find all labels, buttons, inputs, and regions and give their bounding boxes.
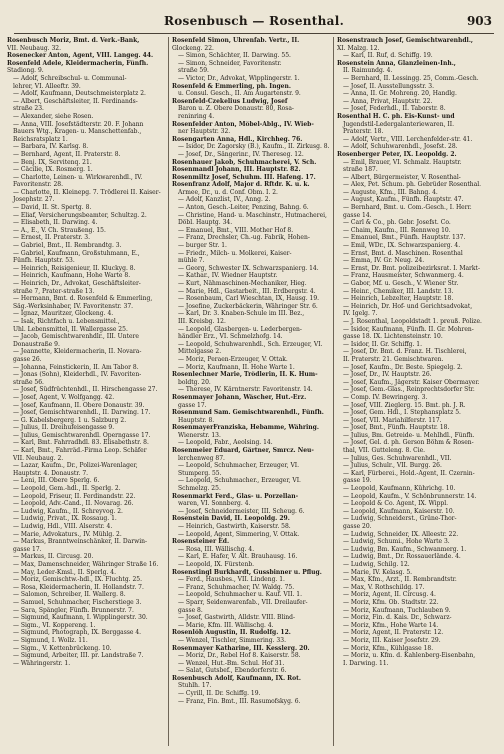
directory-entry: — Anton, Gesch.-Leiter, Penzing, Bahng. 6. [178,204,309,212]
directory-entry: — Kathar., IV. Wiedner Hauptstr. [178,272,278,280]
directory-entry: — Charlotte, II. Kleinepg. 7. Trödlerei II. Kaiser- [13,188,161,196]
directory-entry: — Bernhard, Agent, II. Praterstr. 8. [13,150,121,158]
directory-entry: — Isak, Richtfach u. Lebensmittel., [13,317,120,325]
directory-entry: — Heinrich, Gastwirth, Kaiserstr. 58. [178,523,291,530]
directory-entry: — Wenzel, Tischler, Simmering. 33. [178,636,286,644]
directory-entry: — Ludwig, Bmt., Dr. Rossauerlände. 4. [343,553,461,561]
directory-surname-entry: Rosengarten Anna, Hdl., Kirchheg. 76. [172,135,303,143]
directory-entry: — Alex, Pet. Schum. ph. Gebrüder Rosenthal. [343,181,482,189]
directory-entry: lehrer, VI. Alleeftr. 39. [13,82,81,90]
directory-entry: Schmelzg. 25. [178,485,221,493]
directory-entry: — Benj. IX, Servitenq. 21. [13,158,92,166]
directory-entry: — Eliaf, Versicherungsbeamter, Schultzg. 2. [13,211,147,219]
directory-entry: — Ignaz, Mauritzer, Glockeng. 4. [13,310,114,318]
directory-entry: — Albert, Bürgermeister, V. Rosenthal- [343,173,461,181]
directory-entry: — Comp. IV. Bewringerg. 3. [343,393,428,401]
directory-entry: — Ludwig, Kaufm., II. Schreyvog. 2. [13,507,123,515]
directory-entry: — Ludwig, Hdl., VIII. Alserstr. 4. [13,523,113,530]
directory-entry: — Isidor, II. Gr. Schiffg. 1. [343,340,423,348]
directory-entry: — August, Kaufm., Fünfh. Hauptstr. 47. [343,196,464,204]
directory-entry: — Anna, II. Gr. Mohreng. 20, Handlg. [343,90,457,98]
directory-entry: — G. Kabelsbergerg. 1 u. Salzburg 2. [13,416,127,424]
directory-entry: — Julius, II. Dreihufeisengasse 9. [13,424,115,432]
directory-entry: — Gabriel, Bmt., II. Rembrandtg. 3. [13,242,122,250]
directory-entry: — Samuel, Schuhmacher, Fischerstiege 3. [13,598,142,606]
directory-entry: Baron u. Z. Obere Donaustr. 80, Rosa- [178,105,294,113]
directory-entry: — Karl, Bmt., Fahrräd.-Firma Leop. Schäfer [13,447,147,455]
directory-entry: — Leopold, Adv.-Cand., II. Novarag. 26. [13,500,134,508]
directory-entry: — Isidor, Dr. Zagorsky (B.), Kaufm., II. Zirkusg. 8. [178,143,330,151]
directory-columns [4,37,498,746]
directory-entry: Josephstr. 27. [13,196,55,204]
directory-entry: reninring 4. [178,112,215,120]
directory-entry: — Moriz, u. Kfm. d. Kahlenberg-Eisenbahn, [343,652,476,660]
directory-column-2 [168,37,333,746]
directory-surname-entry: Rosensteiner Ed. [172,538,230,546]
directory-entry: — Marie, Hdl., Gastarbeit., III. Erdbergstr. 4. [178,287,316,295]
directory-entry: — Jacob, Gemischtwarenhdlr., III. Untere [13,333,139,341]
directory-surname-entry: Rosenbusch Moriz, Bmt. d. Verk.-Bank, [7,37,140,44]
directory-entry: — Emil, Brauer, VI. Schmalz. Hauptstr. [343,158,462,166]
directory-entry: — Leopold, Kaufmann, Kaiserstr. 10. [343,507,455,515]
directory-entry: — Moriz, Agent, II. Circusg. 4. [343,591,436,599]
directory-entry: — Heinrich, Reisigenieur, II. Kluckyg. 8. [13,264,136,272]
directory-surname-entry: Rosenthal H. C. ph. Eis-Kunst- und [337,112,455,120]
directory-entry: — Moriz, Kfm., Kühlgasse 18. [343,644,434,652]
directory-entry: — Josef, II. Ausstellungsstr. 3. [343,82,434,90]
directory-column-3 [333,37,498,746]
directory-entry: — Charlotte, Leinen- u. Wirkwarenhdl., IV. [13,173,143,181]
directory-entry: gasse 19. [343,477,372,485]
directory-entry: — Anna, VIII. Josefstädterstr. 20. F. Johann [13,120,144,128]
directory-entry: — Rosa, III. Wällischg. 4. [178,545,255,553]
directory-entry: — Wenzel, Hut.-Bm. Schul. Hof 31. [178,659,285,667]
directory-entry: — Heinrich, Lebzelter, Hauptstr. 18. [343,295,454,303]
directory-surname-entry: Rosenstingl Burkhardt, Gussbinner u. Pflug. [172,568,322,576]
directory-entry: — Josef, Federhdl., II. Taborstr. 8. [343,105,446,113]
directory-entry: — Adolf, Kaufmann, Deutschmeisterplatz 2. [13,90,146,98]
directory-entry: IV. Igelg. 7. [343,310,378,318]
directory-entry: Uhl. Lebensmittel, II. Wallergasse 25. [13,325,128,333]
directory-entry: — Josef, Gemischtwarenhdl., II. Darwing. 17. [13,409,151,417]
directory-surname-entry: RosenmayerFranziska, Hebamme, Währing. [172,424,319,432]
directory-entry: — Julius, Schulr., VII. Burgg. 26. [343,462,442,470]
directory-entry: — Simon, Schneider, Favoritenstr. [178,59,282,67]
directory-entry: — Simon, Schächter, II. Darwing. 55. [178,52,291,60]
directory-entry: Säg.-Werksinhaber, IV. Favoritenstr. 37. [13,302,134,310]
directory-entry: — Cyrill, II. Dr. Schiffg. 19. [178,690,261,698]
directory-entry: — Josef, Gel. d. ph. Gerson Böhm & Rosen- [343,439,474,447]
directory-entry: gasse 8. [178,606,203,614]
directory-entry: — Ernst, Dr. Bmt. polizeibezirksrat. I. Markt- [343,264,480,272]
directory-entry: — Heinrich, Dr., Advokat, Geschäftsleiter- [13,280,141,287]
directory-entry: Mittelgasse 2. [178,348,222,356]
directory-entry: — Carl & Co., ph. Gebr. Josefst. Co. [343,219,451,227]
directory-entry: — Gabriel, Kaufmann, Großstuhmann, E., [13,249,140,257]
directory-entry: — Elisabeth, II. Darwing. 4. [13,219,98,227]
directory-entry: — Leopold, Agent, Simmering, V. Ottak. [178,530,300,538]
directory-entry: — Alexander, siehe Rosen. [13,112,94,120]
directory-entry: — Julius, Gemischtwarenhdl. Operngasse 17. [13,431,151,439]
directory-entry: — Josef, Südfrüchtenhdl., II. Hirschengasse 27. [13,386,158,394]
directory-entry: — Josef, Dr., IV. Hauptstr. 26. [343,371,432,379]
directory-surname-entry: Rosenfelder Anton, Möbel-Ablg., IV. Wieb- [172,120,314,128]
directory-surname-entry: Rosenfeld Simon, Uhrenfab. Vertr., II. [172,37,300,44]
directory-entry: straße 56. [13,378,44,386]
directory-entry: — Moriz, Kfm. Ob. Stadtstr. 22. [343,598,439,606]
directory-entry: — Leopold, Fabr., Aeolsing. 14. [178,439,273,447]
directory-surname-entry: Rosenmayer Katharine, III. Kesslerg. 20. [172,644,310,652]
directory-surname-entry: Rosenmund Sam. Gemischtwarenhdl., Fünfh. [172,409,324,417]
directory-entry: — Adolf, Vertr., VIII. Lerchenfelder-str. 41. [343,135,473,143]
directory-entry: gasse 20. [343,523,372,530]
directory-surname-entry: Rosenstein David, II. Leopoldg. 29. [172,515,290,523]
directory-entry: — Marie, Advokaturs., IV. Mühlg. 2. [13,530,122,538]
directory-entry: — Adolf, Kanzlist, IV., Anng. 2. [178,196,271,204]
directory-entry: gasse 14. [343,211,372,219]
directory-entry: — Moriz, Fin. d. Kais. Dr., Schwarz- [343,614,452,622]
directory-entry: Hauptstr. 4. Donaustr. 7. [13,469,89,477]
directory-entry: — Markus, II. Circusg. 20. [13,553,94,561]
directory-entry: — Ludwig, Privat., IX. Rossaug. 1. [13,515,117,523]
directory-entry: — Barbara, IV. Karlsg. 8. [13,143,89,151]
directory-surname-entry: Rosenfeld & Emmerling, ph. Ingen. [172,82,291,90]
directory-entry: — Karl, Dr. 3. Knaben-Schule im III. Bez., [178,310,305,318]
directory-entry: — Cäcilie, IX. Rosmerg. 1. [13,166,93,174]
directory-entry: — A., E., V. Ch. Straußeng. 15. [13,226,106,234]
directory-entry: — Ludwig, Schumi., Hohe Warte 3. [343,538,450,546]
directory-entry: gasse 17. [13,545,42,553]
directory-entry: — Sigmund, I. Wollz. 11. [13,636,88,644]
directory-entry: — Chaim, Kaufm., III. Rennweg 10. [343,226,451,234]
directory-entry: straße 59. [178,67,209,75]
directory-surname-entry: Rosenlöh Augustin, II. Rudolfg. 12. [172,629,291,637]
directory-surname-entry: Rosenmiltz Josef, Schuhm. III. Hafeng. 17. [172,173,316,181]
directory-entry: Glockeng. 22. [172,44,214,52]
page-header [14,14,494,30]
directory-entry: — Adolf, Schuhwarenhdl., Josefst. 28. [343,143,458,151]
directory-surname-entry: Rosenstein Anna, Glanzleinen-Inh., [337,59,456,67]
directory-entry: — Max, V. Rothschildg. 17. [343,583,425,591]
directory-entry: — Josef, Gem.-Glas., Reinprechtsdorfer Str. [343,386,475,394]
directory-entry: — Max, Kfm., Arzt., II. Rembrandtstr. [343,576,457,584]
directory-entry: Wienerstr. 13. [178,431,221,439]
directory-entry: — Leopold, Gem.-hdl., II. Sperlg. 2. [13,485,121,493]
directory-entry: — Josef, Gem. Hdl., I. Stephansplatz 5. [343,409,461,417]
directory-entry: Stuhlh. 17. [178,682,212,690]
directory-entry: — Leopold, IX. Fürstenb. [178,560,255,568]
directory-entry: — Anna, Privat, Hauptstr. 22. [343,97,433,105]
directory-entry: — Sigmund, Photograph, IX. Berggasse 4. [13,629,142,637]
directory-entry: Stadiong. 9. [7,67,44,75]
directory-entry: gasse 18. IX. Lichtensteinstr. 10. [343,333,443,341]
directory-entry: waren, VI. Sonnberg. 4. [178,500,251,508]
directory-entry: — Leopold, Schuhwarenhdl., Sch. Erzeuger, VI. [178,340,323,348]
header-rule [14,33,494,34]
directory-entry: — Josef, VIII. Zieglerg. 15. Bmt. ph. J. R. [343,401,466,409]
directory-entry: — Josef, Schneidermeister, III. Scheug. 6. [178,507,305,515]
directory-entry: — Sigm., VI. Koppereng. 1. [13,621,96,629]
page-title: Rosenbusch — Rosenthal. [163,14,345,28]
directory-entry: — Marie, Kfm. III. Wällischg. 4. [178,621,274,629]
directory-entry: — Franz, Drechsler, Ch.-ug. Fabrik, Hohen- [178,234,310,242]
directory-entry: Döbl. Hauptg. 34. [178,219,233,227]
directory-entry: — Ludwig, Schneiderst., Grüne-Thor- [343,515,457,523]
directory-entry: — Währingerstr. 1. [13,659,71,667]
directory-entry: Fünfh. Hauptstr. 53. [13,257,75,265]
directory-entry: — Leni, III. Obere Sperlg. 6. [13,477,100,485]
directory-entry: — May, Leder-Kmsl., II. Sperlg. 4. [13,568,116,576]
directory-entry: — Leopold, Kaufmann, Kührichg. 10. [343,485,456,493]
directory-entry: II. Praterstr. 21. Gemischtwaren. [343,355,444,363]
directory-entry: mühle 7. [178,257,205,265]
directory-entry: — Karl, II. Ruf, d. Schiffg. 19. [343,52,433,60]
directory-entry: — Karl, Fürberei., Hold.-Agent, II. Czernin- [343,469,475,477]
directory-column-1 [4,37,168,746]
directory-entry: — Josef, VII. Mariahilferstr. 117. [343,416,442,424]
directory-entry: Hauptstr. 8. [178,416,215,424]
directory-entry: Armee, Dr., u. d. Conf. Obm. I. 2. [178,188,278,196]
directory-entry: — Moriz, Kaufmann, Tuchlauben 9. [343,606,451,614]
directory-entry: — Emanuel, Bmt., Fünfh. Hauptstr. 137. [343,234,466,242]
directory-entry: — Moriz, Agent, II. Praterstr. 12. [343,629,444,637]
directory-entry: — Auguste, Kfm., III. Bahng. 4. [343,188,438,196]
directory-entry: Favoritenstr. 28. [13,181,64,189]
directory-entry: — Leopold, Schuhmacher, Erzeuger, VI. [178,462,300,470]
directory-entry: ner Hauptstr. 32. [178,128,231,136]
directory-surname-entry: Rosenmayer Johann, Wäscher, Hut.-Erz. [172,393,307,401]
directory-entry: gasse 17. [178,401,207,409]
directory-surname-entry: Rosenstrauch Josef, Gemischtwarenhdl., [337,37,474,44]
directory-entry: boldtg. 20. [178,378,211,386]
directory-entry: — Sigmund, Kaufmann, I. Wipplingerstr. 30. [13,614,148,622]
directory-entry: — Ludwig, Schilg. 12. [343,560,410,568]
directory-entry: — Kurt, Nähmaschinen-Mechaniker, Hieg. [178,280,307,287]
directory-entry: — Josefine, Zuckerbäckerin, Währinger Str. 6. [178,302,318,310]
directory-entry: — Moriz, Kfm., Hohe Warte 14. [343,621,439,629]
directory-entry: — Heinrich, Dr. Hof- und Gerichtsadvokat, [343,302,473,310]
directory-entry: — Marie, IV. Kelasg. 5. [343,568,413,576]
directory-entry: — Leopold, Kaufm., V. Schönbrunnerstr. 14. [343,492,477,500]
directory-entry: — burger Str. 1. [178,242,227,250]
directory-entry: XI. Malzg. 12. [337,44,380,52]
directory-entry: — Leopold, Schuhmacher., Erzeuger, VI. [178,477,301,485]
directory-surname-entry: Rosenecker Anton, Agent, VIII. Langeg. 44. [7,52,154,60]
directory-entry: — Sara, Spängler, Fünfh. Brunnerstr. 7. [13,606,134,614]
directory-entry: — Moriz, Kaufmann, II. Hohe Warte 1. [178,363,295,371]
directory-entry: — Josef, Kaufm., Dr. Beste. Spiegelg. 2. [343,363,463,371]
directory-entry: u. Consul. Gesch., II. Am Augartenstr. 9. [178,90,301,98]
directory-entry: — Josef, Dr., Sängerinr., IV. Thereseg. 12. [178,150,304,158]
directory-entry: — Markus, Branntweinschänker, II. Darwin- [13,538,148,546]
directory-entry: III. Kreisbg. 12. [178,317,226,325]
directory-entry: — Moriz, III. Kaiser Josefstr. 29. [343,636,441,644]
directory-entry: I. Darwing. 11. [343,659,389,667]
directory-entry: — Jonas (Sohn), Kleiderhdl., IV. Favoriten- [13,371,142,379]
directory-entry: — Ernst, Bmt. d. Maschinen. Rosenthal [343,249,463,257]
directory-entry: — Albert, Geschäftsleiter, II. Ferdinands- [13,97,138,105]
directory-entry: gasse 26. [13,355,42,363]
directory-entry: — Johanna, Feinstickerin, II. Am Tabor 8. [13,363,139,371]
directory-entry: — Leopold, Schuhmacher u. Kauf. VII. 1. [178,591,302,599]
directory-entry: — Friedr., Milch- u. Molkerei, Kaiser- [178,249,292,257]
directory-surname-entry: Rosenbusch Adolf, Kaufmann, IX. Rot. [172,674,302,682]
directory-entry: II. Raimundg. 4. [343,67,393,75]
directory-surname-entry: Rosenhauer Jakob, Schuhmacherei, V. Sch. [172,158,317,166]
directory-entry: lerchenweg 87. [178,454,225,462]
directory-entry: — Josef, Gastwirth, Alldstr. VIII. Blind- [178,614,296,622]
directory-entry: — Josef, Kaufmann, II. Obere Donaustr. 39. [13,401,145,409]
directory-entry: — Bernhard, II. Lessingg. 25, Comm.-Gesch. [343,74,479,82]
directory-surname-entry: Rosenberger Peter, IX. Leopoldg. 2. [337,150,457,158]
directory-entry: — Julius, Bm. Getreide- u. Mehlhdl., Fünfh. [343,431,475,439]
directory-entry: — Jeannette, Kleidermacherin, II. Novara- [13,348,142,356]
directory-entry: — Leopold, Glasbergen- u. Lederbergen- [178,325,302,333]
directory-entry: — Moriz, Gemischtw.-hdl., IX. Fluchtg. 25. [13,576,143,584]
directory-entry: — Georg, Schwester IX. Schwarzspanierg. 14. [178,264,319,272]
directory-entry: — Rosa, Kleidermacherin, II. Hollandstr. 7. [13,583,144,591]
directory-entry: — Ferd., Hausbes., VII. Lindeng. 1. [178,576,285,584]
directory-entry: — Moriz, Dr., Rebel Hof 8. Kaiserstr. 58. [178,652,301,660]
directory-surname-entry: Rosenfeld-Czekelius Ludwig, Josef [172,97,288,105]
directory-entry: — Josef, Bmt., Fünfh. Hauptstr. 18. [343,424,450,432]
directory-entry: — Karl, E. Hafer, V. Alt. Brauhausg. 16. [178,553,298,561]
directory-entry: — Emma, IV. Gr. Neug. 24. [343,257,425,265]
directory-entry: Stumperg. 55. [178,469,222,477]
directory-entry: — Christine, Hand- u. Maschinstr., Hutmacherei, [178,211,327,219]
directory-entry: — Adolf, Schreibschul- u. Communal- [13,74,127,82]
directory-entry: Donaustraße 9. [13,340,60,348]
directory-entry: — Lazar, Kaufm., Dr., Polizei-Warenlager, [13,462,138,470]
directory-entry: — Josef, Agent, V. Wolfgangg. 42. [13,393,115,401]
page-number: 903 [466,14,492,28]
directory-entry: — Heinrich, Kaufmann, Hohe Warte 8. [13,272,131,280]
directory-entry: — Ernest, II. Praterstr. 3. [13,234,90,242]
directory-entry: — Karl, Bmt. Fahrradhdl. 83. Elisabethstr. 8. [13,439,149,447]
directory-entry: — Moriz, Peraen-Erzeuger, V. Ottak. [178,355,288,363]
directory-entry: straße 23. [13,105,44,113]
directory-entry: — Josef, Kaufm., Jägerstr. Kaiser Obermayer. [343,378,480,386]
directory-entry: Jugendstil-Ledergalanteriewaren, II. [343,120,455,128]
directory-entry: — Franz, Hausmeister, Schwanmerg. 4. [343,272,464,280]
directory-entry: — Franz, Fin. Bmt., III. Rasumofskyg. 6. [178,697,301,705]
directory-entry: — Emanuel, Bmt., VIII. Mother Hof 8. [178,226,294,234]
directory-entry: — J. Rosenthal, Leopoldstadt 1. preuß. Polize. [343,317,482,325]
directory-entry: Reichsratsplatz 1. [13,135,68,143]
directory-entry: — Sigmund, Arbeiter, III. pr. Landstraße 7. [13,652,144,660]
directory-entry: — David, II. St. Spertg. 8. [13,204,92,212]
directory-surname-entry: Rosenmarkt Ferd., Glas- u. Porzellan- [172,492,299,500]
directory-entry: — Heinr., Chemiker, III. Landstr. 13. [343,287,454,295]
directory-entry: straße 7, Prater-straße 13. [13,287,95,295]
directory-entry: händler Erz., VI. Schmelzhofg. 14. [178,333,283,341]
directory-entry: VII. Neubaug. 2. [13,454,64,462]
directory-surname-entry: Rosenmeier Eduard, Gärtner, Smrcz. Neu- [172,447,314,455]
directory-entry: — Leopold, Friseur, II. Ferdinandstr. 22. [13,492,136,500]
directory-entry: — Ludwig, Schneider, IX. Alleestr. 22. [343,530,459,538]
directory-entry: — Hermann, Bmt. d. Rosenfeld & Emmerling, [13,295,153,303]
directory-entry: — Therese, IV. Kärntnerstr. Favoritenstr. 14. [178,386,313,394]
directory-entry: — Franz, Schuhmacher, IV. Waldg. 75. [178,583,295,591]
directory-entry: — Leopold & Co. Agent, IX. Wippl. [343,500,449,508]
directory-entry: — Sigm., V. Kettenbrückeng. 10. [13,644,112,652]
directory-entry: VII. Neubaug. 32. [7,44,62,52]
directory-entry: — Ludwig, Bm. Kaufm., Schwanmerg. 1. [343,545,467,553]
directory-entry: — Salat, Gutsbef., Ebendorferstr. 6. [178,667,287,675]
directory-entry: — Isidor, Kaufmann, Fünfh. II. Gr. Mohren- [343,325,474,333]
directory-entry: — Salomon, Schreiber, II. Wallerg. 8. [13,591,126,599]
directory-entry: — Victor, Dr., Advokat, Wipplingerstr. 1. [178,74,300,82]
directory-entry: Praterstr. 18. [343,128,384,136]
directory-surname-entry: Rosenfeld Adele, Kleidermacherin, Fünfh. [7,59,149,67]
directory-surname-entry: Rosenmandl Johann, III. Hauptstr. 82. [172,166,301,174]
directory-entry: — Gabor, Mf. u. Gesch., V. Wiener Str. [343,280,459,287]
directory-entry: — Max, Damenschneider, Währinger Straße 16. [13,560,159,568]
directory-surname-entry: Rosenfranz Adolf, Major d. Rftdr. K. u. k. [172,181,310,189]
directory-entry: — Emil, WDr., IX. Schwarzspanierg. 4. [343,242,461,250]
directory-entry: — Bernhard, Bmt. u. Com.-Gesch., I. Herr. [343,204,472,212]
directory-entry: — Rosenbaum, Carl Wieschtan, IX, Hausg. 19. [178,295,320,303]
directory-entry: — Josef, Dr. Bmt. d. Franz. H. Tischlerei, [343,348,467,356]
directory-entry: straße 187. [343,166,378,174]
directory-entry: thal, VII. Gutteleng. 8. Cie. [343,447,426,455]
directory-surname-entry: Rosenlechner Marie, Trödlerin, II. K. Hum- [172,371,318,379]
directory-entry: Bauers Wtg., Kragen- u. Manschettenfab., [13,128,142,136]
directory-entry: — Sparr, Seidenwarenfab., VII. Dreilaufer- [178,598,308,606]
directory-entry: — Julius, Ges. Schuhwarenhdl., VII. [343,454,452,462]
